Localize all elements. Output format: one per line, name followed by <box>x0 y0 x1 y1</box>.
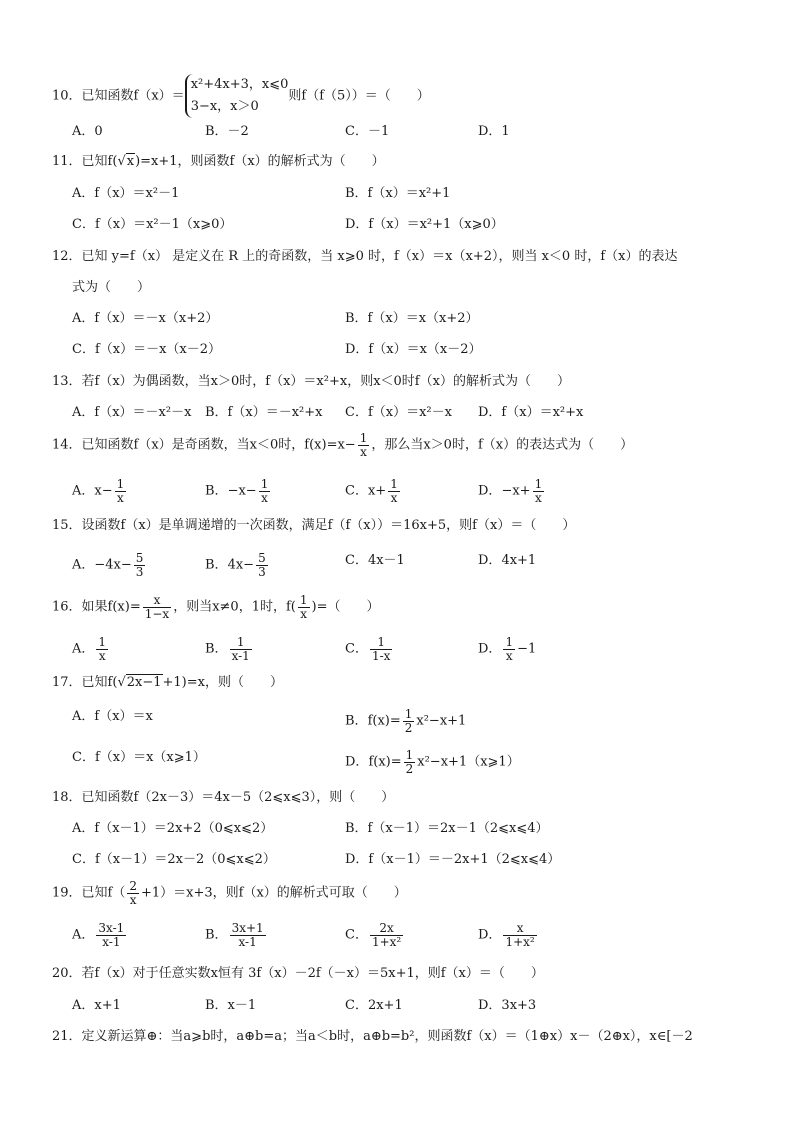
q17-d-post: x²−x+1（x⩾1） <box>417 754 520 770</box>
q16-frac1-den: 1−x <box>144 606 170 621</box>
q14-a-num: 1 <box>116 477 125 491</box>
q14-option-b <box>205 478 272 504</box>
q16-a-num: 1 <box>98 635 107 649</box>
q15-a-label: A． <box>72 557 95 573</box>
question-12-stem-cont: 式为（ ） <box>72 280 151 295</box>
q15-option-a <box>72 552 147 578</box>
q16-option-a <box>72 636 110 662</box>
q16-frac1-num: x <box>143 594 171 608</box>
q10-option-a: A．0 <box>72 124 103 139</box>
q19-d-den: 1+x² <box>505 934 535 949</box>
q19-a-num: 3x-1 <box>98 921 125 935</box>
q16-a-frac <box>96 636 108 662</box>
q17-b-frac <box>403 708 415 734</box>
q19-d-frac <box>503 922 536 948</box>
q18-option-d: D．f（x－1）＝－2x+1（2⩽x⩽4） <box>345 852 561 867</box>
q16-c-den: 1-x <box>371 648 391 663</box>
question-21-stem: 21．定义新运算⊕：当a⩾b时，a⊕b=a；当a＜b时，a⊕b=b²，则函数f（x）＝（1⊕x）x－（2⊕x），x∈[－2 <box>52 1029 693 1044</box>
question-18-stem: 18．已知函数f（2x－3）＝4x－5（2⩽x⩽3），则（ ） <box>52 790 395 805</box>
q19-d-num: x <box>503 922 536 936</box>
q15-option-c <box>345 552 405 570</box>
q17-b-pre: f(x)= <box>367 713 401 729</box>
q16-option-b <box>205 636 254 662</box>
q14-b-frac <box>259 478 271 504</box>
q15-option-b <box>205 552 270 578</box>
question-19-stem <box>52 880 407 906</box>
q16-option-d <box>478 636 536 662</box>
q17-option-d <box>345 749 520 775</box>
q15-a-den: 3 <box>135 564 144 579</box>
q14-d-label: D． <box>478 483 502 499</box>
q16-d-post: −1 <box>517 641 537 657</box>
q12-option-a: A．f（x）＝－x（x+2） <box>72 311 219 326</box>
q10-option-c: C．－1 <box>345 124 390 139</box>
q14-c-label: C． <box>345 483 368 499</box>
question-14-stem <box>52 432 633 458</box>
q19-b-label: B． <box>205 927 228 943</box>
q14-frac-num: 1 <box>359 431 368 445</box>
question-16-stem <box>52 594 379 620</box>
q11-option-a: A．f（x）＝x²－1 <box>72 186 180 201</box>
q17-c-label: C． <box>72 750 95 765</box>
q17-d-den: 2 <box>405 761 414 776</box>
q16-fraction-1 <box>143 594 171 620</box>
q14-a-frac <box>115 478 127 504</box>
q14-c-num: 1 <box>390 477 398 491</box>
q19-option-b <box>205 922 268 948</box>
q15-d-label: D． <box>478 553 502 568</box>
q14-d-den: x <box>534 490 542 505</box>
q19-b-num: 3x+1 <box>231 921 264 935</box>
q16-a-den: x <box>98 648 106 663</box>
q19-a-den: x-1 <box>102 934 121 949</box>
q11-stem-before: 11．已知f( <box>52 154 118 169</box>
q14-a-pre: x− <box>94 483 113 499</box>
q16-d-den: x <box>505 648 513 663</box>
q19-d-label: D． <box>478 927 502 943</box>
q16-fraction-2 <box>298 594 310 620</box>
q19-frac-num: 2 <box>129 879 137 893</box>
q14-a-den: x <box>117 490 124 505</box>
q16-b-frac <box>230 636 252 662</box>
q17-d-label: D． <box>345 754 369 770</box>
q10-piece-1: x²+4x+3，x⩽0 <box>190 77 289 92</box>
question-10-stem <box>52 74 430 118</box>
question-20-stem: 20．若f（x）对于任意实数x恒有 3f（x）－2f（－x）＝5x+1，则f（x）＝（ ） <box>52 966 544 981</box>
q14-option-a <box>72 478 128 504</box>
q14-c-pre: x+ <box>367 483 387 499</box>
q20-option-c: C．2x+1 <box>345 998 403 1013</box>
q14-frac-den: x <box>360 444 367 459</box>
q19-stem-before: 19．已知f（ <box>52 885 126 901</box>
q14-fraction <box>358 432 370 458</box>
q15-b-den: 3 <box>258 564 266 579</box>
q19-option-c <box>345 922 405 948</box>
q10-stem-after: 则f（f（5））＝（ ） <box>288 88 430 104</box>
q17-sqrt: 2x−1 <box>126 675 162 690</box>
q17-stem-after: +1)=x，则（ ） <box>162 675 283 690</box>
q11-sqrt: x <box>126 154 135 169</box>
q16-stem-before: 16．如果f(x)= <box>52 599 141 615</box>
q19-a-label: A． <box>72 927 95 943</box>
q16-frac2-den: x <box>300 606 308 621</box>
q19-b-frac <box>230 922 266 948</box>
q14-option-c <box>345 478 402 504</box>
q11-option-c: C．f（x）＝x²－1（x⩾0） <box>72 217 233 232</box>
q10-piece-2: 3−x，x＞0 <box>190 99 259 114</box>
q17-b-num: 1 <box>404 707 413 721</box>
q14-c-den: x <box>390 490 398 505</box>
q17-option-c <box>72 749 206 767</box>
q12-option-d: D．f（x）＝x（x－2） <box>345 342 482 357</box>
q19-c-num: 2x <box>370 922 403 936</box>
q17-a-text: f（x）＝x <box>94 709 153 724</box>
q13-option-b: B．f（x）＝－x²+x <box>205 405 323 420</box>
q15-b-frac <box>256 552 268 578</box>
q14-option-d <box>478 478 546 504</box>
q17-d-frac <box>404 749 416 775</box>
q13-option-a: A．f（x）＝－x²－x <box>72 405 192 420</box>
q15-a-num: 5 <box>135 551 144 565</box>
q17-option-b <box>345 708 466 734</box>
q19-c-frac <box>370 922 403 948</box>
q15-option-d <box>478 552 536 570</box>
q17-b-label: B． <box>345 713 368 729</box>
q20-option-a: A．x+1 <box>72 998 121 1013</box>
q17-b-den: 2 <box>404 720 413 735</box>
q15-b-label: B． <box>205 557 228 573</box>
q15-b-num: 5 <box>258 551 266 565</box>
q15-a-frac <box>134 552 146 578</box>
q16-option-c <box>345 636 394 662</box>
q10-option-b: B．－2 <box>205 124 249 139</box>
q16-frac2-num: 1 <box>299 593 308 607</box>
q15-b-pre: 4x− <box>227 557 255 573</box>
q16-a-label: A． <box>72 641 95 657</box>
q19-c-den: 1+x² <box>371 934 402 949</box>
q15-c-pre: 4x－1 <box>367 553 405 568</box>
q14-d-frac <box>533 478 545 504</box>
q17-option-a <box>72 708 153 726</box>
q17-d-pre: f(x)= <box>368 754 402 770</box>
q20-option-b: B．x－1 <box>205 998 257 1013</box>
question-13-stem: 13．若f（x）为偶函数，当x＞0时，f（x）＝x²+x，则x＜0时f（x）的解析式为（ ） <box>52 374 570 389</box>
q11-option-d: D．f（x）＝x²+1（x⩾0） <box>345 217 504 232</box>
q17-c-text: f（x）＝x（x⩾1） <box>94 750 206 765</box>
q19-option-d <box>478 922 539 948</box>
q14-d-pre: −x+ <box>501 483 531 499</box>
q16-c-frac <box>370 636 392 662</box>
q18-option-c: C．f（x－1）＝2x－2（0⩽x⩽2） <box>72 852 276 867</box>
q16-b-label: B． <box>205 641 228 657</box>
q13-option-c: C．f（x）＝x²－x <box>345 405 452 420</box>
q12-option-c: C．f（x）＝－x（x－2） <box>72 342 222 357</box>
q19-fraction <box>127 880 139 906</box>
q19-frac-den: x <box>129 892 137 907</box>
q20-option-d: D．3x+3 <box>478 998 537 1013</box>
q16-d-frac <box>503 636 515 662</box>
question-17-stem: 17．已知f(√2x−1+1)=x，则（ ） <box>52 675 283 690</box>
q17-stem-before: 17．已知f( <box>52 675 118 690</box>
q16-d-num: 1 <box>505 635 514 649</box>
q19-a-frac <box>96 922 126 948</box>
q10-stem-before: 10．已知函数f（x）＝ <box>52 88 185 104</box>
q16-c-label: C． <box>345 641 368 657</box>
q14-b-label: B． <box>205 483 228 499</box>
q16-b-den: x-1 <box>231 648 250 663</box>
q11-option-b: B．f（x）＝x²+1 <box>345 186 451 201</box>
q17-d-num: 1 <box>405 748 414 762</box>
q13-option-d: D．f（x）＝x²+x <box>478 405 584 420</box>
q16-d-label: D． <box>478 641 502 657</box>
q14-b-pre: −x− <box>227 483 257 499</box>
q14-a-label: A． <box>72 483 95 499</box>
q14-stem-after: ，那么当x＞0时，f（x）的表达式为（ ） <box>371 437 634 453</box>
q14-d-num: 1 <box>534 477 543 491</box>
q19-option-a <box>72 922 128 948</box>
q16-b-num: 1 <box>230 636 252 650</box>
q16-stem-after: )=（ ） <box>311 599 380 615</box>
q15-d-pre: 4x+1 <box>501 553 537 568</box>
q19-stem-after: +1）＝x+3，则f（x）的解析式可取（ ） <box>141 885 407 901</box>
q10-option-d: D．1 <box>478 124 510 139</box>
q17-a-label: A． <box>72 709 95 724</box>
q19-b-den: x-1 <box>238 934 257 949</box>
q14-c-frac <box>388 478 400 504</box>
q14-b-den: x <box>261 490 268 505</box>
question-12-stem: 12．已知 y=f（x） 是定义在 R 上的奇函数，当 x⩾0 时，f（x）＝x（x+2），则当 x＜0 时，f（x）的表达 <box>52 249 678 264</box>
q18-option-b: B．f（x－1）＝2x－1（2⩽x⩽4） <box>345 821 549 836</box>
q16-stem-mid: ，则当x≠0，1时，f( <box>173 599 296 615</box>
q15-a-pre: −4x− <box>94 557 132 573</box>
q14-stem-before: 14．已知函数f（x）是奇函数，当x＜0时，f(x)=x− <box>52 437 356 453</box>
q17-b-post: x²−x+1 <box>416 713 467 729</box>
q12-option-b: B．f（x）＝x（x+2） <box>345 311 479 326</box>
q10-piecewise <box>185 74 289 118</box>
q16-c-num: 1 <box>370 636 392 650</box>
q19-c-label: C． <box>345 927 368 943</box>
q11-stem-after: )=x+1，则函数f（x）的解析式为（ ） <box>135 154 385 169</box>
question-15-stem: 15．设函数f（x）是单调递增的一次函数，满足f（f（x））＝16x+5，则f（x）＝（ ） <box>52 518 576 533</box>
question-11-stem: 11．已知f(√x)=x+1，则函数f（x）的解析式为（ ） <box>52 154 385 169</box>
q15-c-label: C． <box>345 553 368 568</box>
q18-option-a: A．f（x－1）＝2x+2（0⩽x⩽2） <box>72 821 274 836</box>
q14-b-num: 1 <box>260 477 269 491</box>
